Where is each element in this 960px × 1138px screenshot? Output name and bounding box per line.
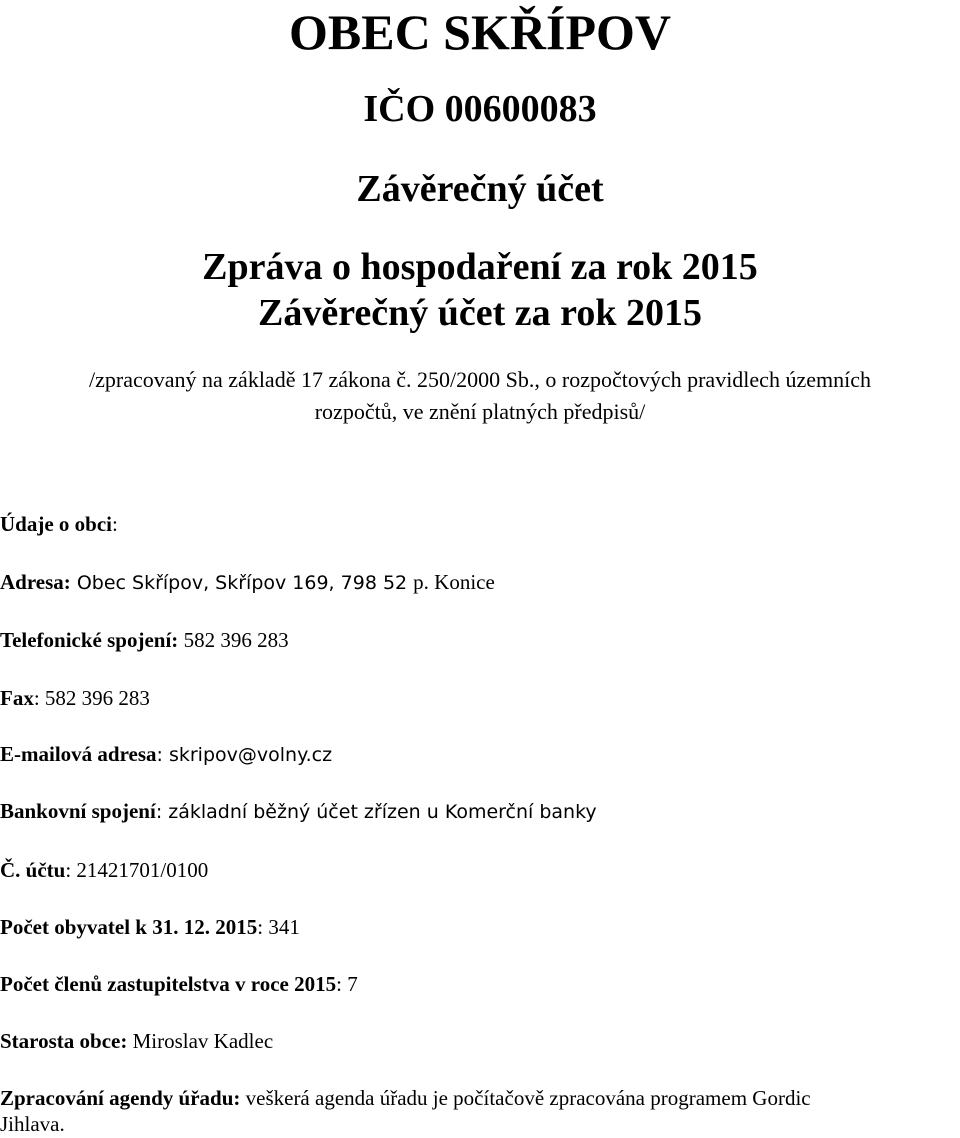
- fax-value: : 582 396 283: [33, 686, 150, 710]
- mayor-value: Miroslav Kadlec: [127, 1029, 274, 1053]
- ico-number: IČO 00600083: [363, 88, 597, 130]
- council-value: : 7: [336, 972, 358, 996]
- population-label: Počet obyvatel k 31. 12. 2015: [0, 915, 258, 939]
- council-row: [0, 970, 960, 998]
- report-title-line1: Zpráva o hospodaření za rok 2015: [202, 246, 758, 288]
- fax-label: Fax: [0, 686, 34, 710]
- address-value: Obec Skřípov, Skřípov 169, 798 52: [70, 572, 414, 594]
- section-heading-municipality: [0, 510, 960, 538]
- agenda-value-line2: Jihlava.: [0, 1112, 65, 1136]
- email-row: [0, 740, 960, 769]
- fax-row: [0, 684, 960, 712]
- address-row: [0, 568, 960, 597]
- account-label: Č. účtu: [0, 858, 66, 882]
- phone-label: Telefonické spojení:: [0, 628, 179, 652]
- agenda-row-continued: [0, 1110, 960, 1138]
- council-label: Počet členů zastupitelstva v roce 2015: [0, 972, 337, 996]
- document-subtitle: Závěrečný účet: [356, 168, 604, 210]
- bank-value: : základní běžný účet zřízen u Komerční banky: [155, 801, 597, 823]
- phone-value: 582 396 283: [178, 628, 289, 652]
- email-label: E-mailová adresa: [0, 742, 157, 766]
- account-value: : 21421701/0100: [65, 858, 209, 882]
- agenda-label: Zpracování agendy úřadu:: [0, 1086, 241, 1110]
- legal-note-line2: rozpočtů, ve znění platných předpisů/: [314, 399, 646, 424]
- email-value: : skripov@volny.cz: [156, 744, 333, 766]
- phone-row: [0, 626, 960, 654]
- report-title-line2: Závěrečný účet za rok 2015: [258, 292, 702, 334]
- page-title: OBEC SKŘÍPOV: [288, 4, 671, 60]
- agenda-row: [0, 1084, 960, 1112]
- bank-row: [0, 797, 960, 826]
- legal-note-line1: /zpracovaný na základě 17 zákona č. 250/2000 Sb., o rozpočtových pravidlech územních: [89, 367, 871, 392]
- section-colon: :: [112, 512, 118, 536]
- mayor-label: Starosta obce:: [0, 1029, 128, 1053]
- mayor-row: [0, 1027, 960, 1055]
- population-value: : 341: [257, 915, 300, 939]
- agenda-value: veškerá agenda úřadu je počítačově zpracována programem Gordic: [240, 1086, 811, 1110]
- bank-label: Bankovní spojení: [0, 799, 156, 823]
- population-row: [0, 913, 960, 941]
- section-label: Údaje o obci: [0, 512, 112, 536]
- address-label: Adresa:: [0, 570, 71, 594]
- account-row: [0, 856, 960, 884]
- address-tail: p. Konice: [413, 570, 495, 594]
